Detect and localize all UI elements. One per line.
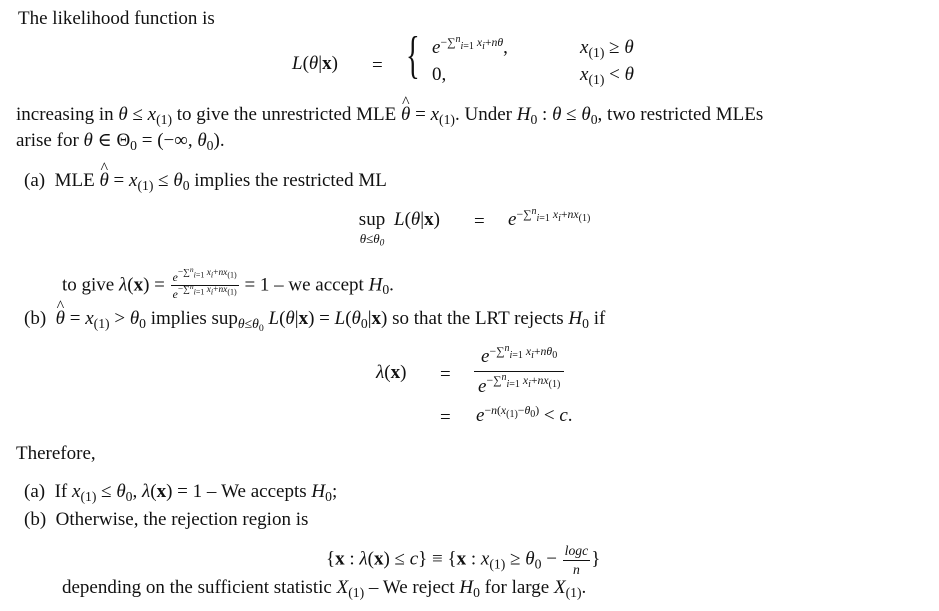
lambda-fraction: $\frac{e^{-\sum^n_{i=1} x_i+nx_{(1)}}}{e^{-\sum^n_{i=1} x_i+nx_{(1)}}}$: [172, 265, 237, 302]
therefore-label: Therefore,: [16, 443, 96, 464]
case-a-marker: (a): [24, 170, 46, 191]
left-brace: {: [406, 27, 420, 84]
log-c-text: logc: [564, 543, 589, 558]
rejection-region-equation: {x : λ(x) ≤ c} ≡ {x : $x_{(1)} \ge \theta_0$ − $\frac{\log c}{n}$ }: [326, 543, 601, 577]
equals-sign: =: [474, 211, 485, 232]
para-text: . Under: [454, 104, 512, 125]
likelihood-case2-condition: $x_{(1)} < \theta$: [580, 64, 634, 87]
intro-text: The likelihood function is: [18, 8, 215, 29]
para-text: to give the unrestricted MLE: [176, 104, 397, 125]
case-text: MLE: [54, 170, 95, 191]
case-text: to give: [62, 274, 115, 296]
likelihood-lhs: L(θ|x): [292, 53, 338, 74]
case-b-line: (b) ^ $\theta = x_{(1)} > \theta_0$ implies sup$_{\theta\le\theta_0}$ $L(\theta|x) = L(\theta_0|x)$ so that the LRT rejects $H_0$ if: [24, 309, 605, 329]
lrt-lhs: λ(x): [376, 362, 407, 383]
sup-operator: sup $\theta\le\theta_0$: [358, 209, 386, 249]
restricted-ml-rhs: $e^{-\sum^n_{i=1} x_i+nx_{(1)}}$: [508, 205, 591, 230]
item-text: We accepts: [221, 481, 307, 502]
restricted-ml-lhs: L(θ|x): [394, 209, 440, 230]
intro-line: [18, 9, 215, 28]
case-text: so that the LRT rejects: [392, 308, 564, 329]
lambda-a-line: to give λ(x) = $\frac{e^{-\sum^n_{i=1} x_i+nx_{(1)}}}{e^{-\sum^n_{i=1} x_i+nx_{(1)}}}$ = 1 – we accept $H_0$.: [62, 265, 394, 302]
equals-sign: =: [440, 407, 451, 428]
therefore-item-b: [24, 510, 308, 529]
item-text: for large: [484, 577, 550, 598]
lrt-simplified: $e^{-n(x_{(1)}-\theta_0)} < c$.: [476, 403, 573, 426]
paragraph-line-1: increasing in $\theta \le x_{(1)}$ to give the unrestricted MLE ^ $\theta = x_{(1)}$. Under $H_0$ : $\theta \le \theta_0$, two restricted MLEs: [16, 105, 763, 124]
case-b-marker: (b): [24, 308, 47, 329]
likelihood-case2-value: 0,: [432, 64, 447, 85]
item-text: depending on the sufficient statistic: [62, 577, 332, 598]
para-text: increasing in: [16, 104, 114, 125]
case-a-line: (a) MLE ^ $\theta = x_{(1)} \le \theta_0$ implies the restricted ML: [24, 171, 387, 190]
paragraph-line-2: arise for θ ∈ $\Theta_0$ = (−∞, $\theta_0$).: [16, 130, 225, 153]
item-text: Otherwise, the rejection region is: [55, 509, 309, 530]
case-text: if: [593, 308, 606, 329]
likelihood-case1-condition: $x_{(1)} \ge \theta$: [580, 37, 634, 60]
therefore-item-a: (a) If $x_{(1)} \le \theta_0$, λ(x) = 1 – We accepts $H_0$;: [24, 481, 338, 504]
depending-line: depending on the sufficient statistic $X_{(1)}$ – We reject $H_0$ for large $X_{(1)}$.: [62, 577, 587, 600]
equals-sign: =: [372, 55, 383, 76]
item-text: If: [54, 481, 68, 502]
lrt-ratio: $\frac{e^{-\sum^n_{i=1} x_i+n\theta_0}}{e^{-\sum^n_{i=1} x_i+nx_{(1)}}}$: [474, 345, 564, 399]
case-text: implies: [150, 308, 207, 329]
case-text: implies the restricted ML: [194, 170, 387, 191]
log-c-fraction: $\frac{\log c}{n}$: [564, 543, 589, 577]
para-text: , two restricted MLEs: [597, 104, 764, 125]
item-text: We reject: [382, 577, 455, 598]
para-text: arise for: [16, 130, 79, 151]
case-text: we accept: [288, 274, 364, 296]
item-a-marker: (a): [24, 481, 46, 502]
equals-sign: =: [440, 364, 451, 385]
item-b-marker: (b): [24, 509, 47, 530]
likelihood-case1-value: $e^{-\sum^n_{i=1} x_i+n\theta}$,: [432, 33, 508, 58]
